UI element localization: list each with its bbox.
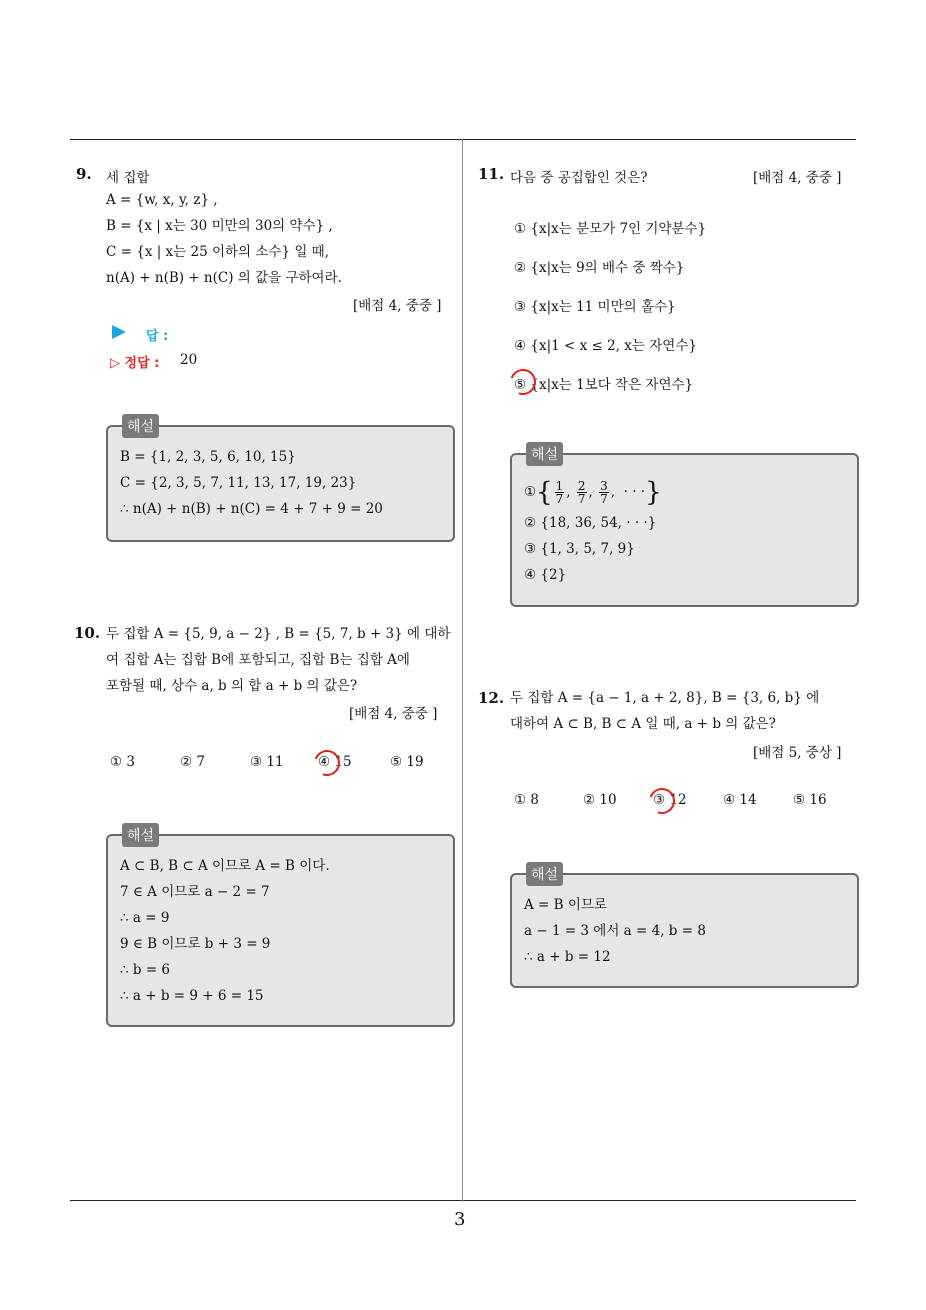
solution-box (106, 419, 455, 542)
question-stem: 다음 중 공집합인 것은? (510, 170, 648, 186)
selected-answer-circle (310, 746, 345, 781)
score-label: [배점 4, 중중 ] (353, 298, 442, 314)
choice-3[interactable]: ③ {x|x는 11 미만의 홀수} (514, 299, 676, 315)
question-line: 두 집합 A = {a − 1, a + 2, 8}, B = {3, 6, b} 에 (510, 690, 820, 706)
choice-2[interactable]: ② 10 (583, 792, 617, 808)
fraction-numerator: 3 (600, 479, 608, 493)
choice-5[interactable]: ⑤ {x|x는 1보다 작은 자연수} (514, 377, 694, 393)
score-label: [배점 5, 중상 ] (753, 745, 842, 761)
solution-line: C = {2, 3, 5, 7, 11, 13, 17, 19, 23} (120, 475, 357, 491)
solution-line: B = {1, 2, 3, 5, 6, 10, 15} (120, 449, 296, 465)
top-rule (70, 139, 856, 140)
solution-line-fraction-set: ①{ $\frac{1}{7}$ , $\frac{2}{7}$ , $\frac{3}{7}$ , · · ·} (524, 477, 662, 508)
score-label: [배점 4, 중중 ] (753, 170, 842, 186)
solution-line: ∴ a + b = 9 + 6 = 15 (120, 988, 264, 1004)
solution-line: ③ {1, 3, 5, 7, 9} (524, 541, 635, 557)
solution-line: A = B 이므로 (524, 897, 607, 913)
solution-line: ② {18, 36, 54, · · ·} (524, 515, 657, 531)
selected-answer-circle (506, 365, 541, 400)
page-number: 3 (454, 1209, 466, 1230)
fraction-denominator: 7 (600, 492, 608, 506)
solution-line: 9 ∈ B 이므로 b + 3 = 9 (120, 936, 271, 952)
question-stem: 세 집합 (106, 170, 150, 186)
question-line: n(A) + n(B) + n(C) 의 값을 구하여라. (106, 270, 342, 286)
solution-tag: 해설 (122, 414, 159, 438)
choice-3[interactable]: ③ 12 (653, 792, 687, 808)
question-number: 10. (74, 624, 101, 642)
score-label: [배점 4, 중중 ] (349, 706, 438, 722)
choice-1[interactable]: ① 8 (514, 792, 539, 808)
choice-2[interactable]: ② 7 (180, 754, 205, 770)
solution-box (106, 828, 455, 1027)
question-line: 포함될 때, 상수 a, b 의 합 a + b 의 값은? (106, 678, 358, 694)
choice-1[interactable]: ① 3 (110, 754, 135, 770)
fraction-numerator: 2 (577, 479, 586, 493)
bottom-rule (70, 1200, 856, 1201)
choice-2[interactable]: ② {x|x는 9의 배수 중 짝수} (514, 260, 685, 276)
solution-line: 7 ∈ A 이므로 a − 2 = 7 (120, 884, 270, 900)
solution-tag: 해설 (526, 862, 563, 886)
question-line: B = {x | x는 30 미만의 30의 약수} , (106, 218, 333, 234)
fraction-numerator: 1 (555, 479, 564, 493)
fraction (599, 480, 609, 505)
choice-1[interactable]: ① {x|x는 분모가 7인 기약분수} (514, 221, 707, 237)
column-divider (462, 139, 463, 1201)
question-number: 11. (478, 165, 505, 183)
solution-choice-marker: ① (524, 484, 537, 500)
solution-line: ∴ a = 9 (120, 910, 170, 926)
fraction (555, 480, 565, 505)
question-number: 9. (76, 165, 92, 183)
answer-label: 답 : (146, 329, 169, 344)
fraction-denominator: 7 (577, 492, 586, 506)
question-line: 여 집합 A는 집합 B에 포함되고, 집합 B는 집합 A에 (106, 652, 410, 668)
right-brace: } (645, 477, 662, 508)
correct-answer-value: 20 (180, 352, 198, 368)
solution-tag: 해설 (122, 823, 159, 847)
choice-4[interactable]: ④ 15 (318, 754, 352, 770)
solution-tag: 해설 (526, 442, 563, 466)
solution-box (510, 867, 859, 988)
ellipsis: · · · (623, 484, 646, 500)
solution-line: ∴ a + b = 12 (524, 949, 611, 965)
correct-answer-label: ▷ 정답 : (110, 356, 160, 371)
question-number: 12. (478, 689, 505, 707)
question-line: A = {w, x, y, z} , (106, 192, 218, 208)
choice-4[interactable]: ④ {x|1 < x ≤ 2, x는 자연수} (514, 338, 697, 354)
fraction-denominator: 7 (555, 492, 564, 506)
solution-line: ∴ n(A) + n(B) + n(C) = 4 + 7 + 9 = 20 (120, 501, 383, 517)
choice-5[interactable]: ⑤ 16 (793, 792, 827, 808)
choice-3[interactable]: ③ 11 (250, 754, 284, 770)
question-line: 대하여 A ⊂ B, B ⊂ A 일 때, a + b 의 값은? (510, 716, 776, 732)
choice-5[interactable]: ⑤ 19 (390, 754, 424, 770)
solution-box (510, 447, 859, 607)
solution-line: A ⊂ B, B ⊂ A 이므로 A = B 이다. (120, 858, 330, 874)
solution-line: a − 1 = 3 에서 a = 4, b = 8 (524, 923, 706, 939)
question-line: 두 집합 A = {5, 9, a − 2} , B = {5, 7, b + 3} 에 대하 (106, 626, 451, 642)
selected-answer-circle (645, 784, 680, 819)
solution-line: ④ {2} (524, 567, 567, 583)
solution-line: ∴ b = 6 (120, 962, 171, 978)
choice-4[interactable]: ④ 14 (723, 792, 757, 808)
play-triangle-icon (110, 323, 128, 345)
left-brace: { (536, 477, 553, 508)
question-line: C = {x | x는 25 이하의 소수} 일 때, (106, 244, 330, 260)
fraction (577, 480, 587, 505)
